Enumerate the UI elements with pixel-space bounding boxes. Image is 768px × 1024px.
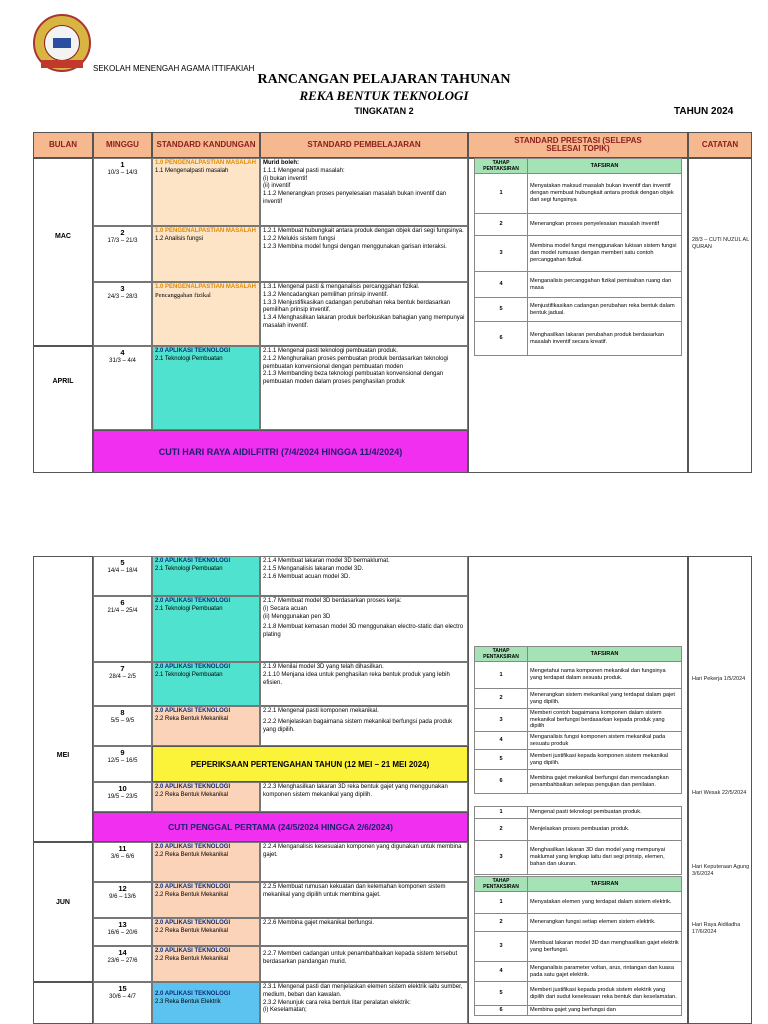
sp-line: (i) bukan inventif — [263, 175, 308, 182]
sp-line: 2.2.2 Menjelaskan bagaimana sistem mekanikal berfungsi pada produk yang dipilih. — [263, 718, 453, 733]
tp-description: Memberi contoh bagaimana komponen dalam sistem mekanikal berfungsi berdasarkan kepada produk yang dipilih — [528, 709, 682, 732]
header-bulan: BULAN — [33, 132, 93, 158]
tp-level: 1 — [475, 807, 528, 819]
sp-line: 2.1.7 Membuat model 3D berdasarkan proses kerja: — [263, 598, 402, 604]
tp-level: 2 — [475, 689, 528, 709]
standard-pembelajaran-cell — [260, 882, 468, 918]
standard-kandungan-cell — [152, 282, 260, 346]
catatan-note: Hari Wesak 22/5/2024 — [692, 790, 747, 796]
sp-line: 1.1.1 Mengenal pasti masalah: — [263, 167, 345, 174]
month-cell-next — [33, 982, 93, 1024]
sk-subtopic: 2.1 Teknologi Pembuatan — [155, 355, 223, 362]
tp-description: Menganalisis percanggahan fizikal pemisahan ruang dan masa — [528, 272, 682, 298]
week-number: 8 — [120, 708, 125, 717]
sp-line: 1.3.3 Menjustifikasikan cadangan perubahan reka bentuk berdasarkan pemilihan prinsip inventif. — [263, 299, 451, 314]
sk-subtopic: 2.2 Reka Bentuk Mekanikal — [155, 715, 229, 722]
catatan-note: Hari Raya Aidiladha 17/6/2024 — [692, 922, 741, 936]
tp-description: Menghasilkan lakaran 3D dan model yang mempunyai maklumat yang lengkap iaitu dari segi prinsip, elemen, bahan dan ukuran. — [528, 841, 682, 875]
week-dates: 3/6 – 6/6 — [110, 854, 135, 861]
sp-line: 2.1.9 Menilai model 3D yang telah dihasilkan. — [263, 664, 384, 670]
week-number: 5 — [120, 558, 125, 567]
tp-level: 4 — [475, 732, 528, 750]
tahap-pentaksiran-table-1 — [474, 158, 682, 356]
tp-description: Mengenal pasti teknologi pembuatan produk. — [528, 807, 682, 819]
week-number: 11 — [118, 844, 127, 853]
week-dates: 24/3 – 28/3 — [107, 294, 138, 301]
week-cell — [93, 556, 152, 596]
sk-topic: 2.0 APLIKASI TEKNOLOGI — [155, 664, 231, 670]
tp-description: Menjustifikasikan cadangan perubahan reka bentuk dalam bentuk jadual. — [528, 298, 682, 322]
week-cell — [93, 842, 152, 882]
week-dates: 5/5 – 9/5 — [110, 718, 135, 725]
standard-pembelajaran-cell — [260, 982, 468, 1024]
tp-description: Mengetahui nama komponen mekanikal dan fungsinya yang terdapat dalam sesuatu produk. — [528, 662, 682, 689]
week-cell — [93, 746, 152, 782]
tp-header-tahap: TAHAP PENTAKSIRAN — [475, 159, 528, 174]
sk-subtopic: 2.1 Teknologi Pembuatan — [155, 671, 223, 678]
sp-line: 2.1.1 Mengenal pasti teknologi pembuatan produk. — [263, 348, 398, 354]
tp-description: Membina gajet yang berfungsi dan — [528, 1006, 682, 1016]
standard-kandungan-cell — [152, 882, 260, 918]
tp-level: 2 — [475, 214, 528, 236]
month-cell-mei — [33, 556, 93, 842]
week-dates: 23/6 – 27/6 — [107, 958, 138, 965]
week-dates: 14/4 – 18/4 — [107, 568, 138, 575]
sk-subtopic: 2.2 Reka Bentuk Mekanikal — [155, 927, 229, 934]
standard-kandungan-cell — [152, 918, 260, 946]
standard-pembelajaran-cell — [260, 842, 468, 882]
logo-emblem — [44, 25, 80, 61]
week-number: 7 — [120, 664, 125, 673]
document-title: RANCANGAN PELAJARAN TAHUNAN — [257, 72, 511, 87]
sk-subtopic: 2.1 Teknologi Pembuatan — [155, 605, 223, 612]
week-cell — [93, 882, 152, 918]
logo-ribbon — [41, 60, 83, 68]
sp-line: 1.2.3 Membina model fungsi dengan menggunakan garisan interaksi. — [263, 243, 447, 250]
standard-kandungan-cell — [152, 158, 260, 226]
sk-topic: 2.0 APLIKASI TEKNOLOGI — [155, 991, 231, 997]
standard-pembelajaran-cell — [260, 706, 468, 746]
month-label-april: APRIL — [52, 378, 74, 385]
sk-subtopic: 1.1 Mengenalpasti masalah — [155, 167, 229, 174]
exam-banner: PEPERIKSAAN PERTENGAHAN TAHUN (12 MEI – 21 MEI 2024) — [152, 746, 468, 782]
tahap-pentaksiran-table-2 — [474, 646, 682, 794]
sk-subtopic: 1.2 Analisis fungsi — [155, 235, 204, 242]
sp-line: 2.3.2 Menunjuk cara reka bentuk litar peralatan elektrik: — [263, 999, 411, 1006]
header-standard-kandungan: STANDARD KANDUNGAN — [152, 132, 260, 158]
sk-subtopic: 2.3 Reka Bentuk Elektrik — [155, 998, 221, 1005]
sk-topic: 2.0 APLIKASI TEKNOLOGI — [155, 884, 231, 890]
sp-line: (ii) inventif — [263, 183, 291, 190]
week-number: 12 — [118, 884, 127, 893]
tp-level: 6 — [475, 770, 528, 794]
tp-level: 6 — [475, 1006, 528, 1016]
standard-kandungan-cell — [152, 226, 260, 282]
tahap-pentaksiran-table-4 — [474, 876, 682, 1016]
catatan-note: Hari Keputeraan Agung 3/6/2024 — [692, 864, 750, 878]
sp-line: 1.1.2 Menerangkan proses penyelesaian masalah bukan inventif dan inventif — [263, 191, 447, 205]
week-dates: 19/5 – 23/5 — [107, 794, 138, 801]
tp-description: Membina model fungsi menggunakan lukisan sistem fungsi dan model rumusan dengan memberi satu contoh percanggahan fizikal. — [528, 236, 682, 272]
sp-line: 2.2.4 Menganalisis kesesuaian komponen yang digunakan untuk membina gajet. — [263, 844, 462, 858]
tp-header-tahap: TAHAP PENTAKSIRAN — [475, 647, 528, 662]
sp-line: 2.2.1 Mengenal pasti komponen mekanikal. — [263, 708, 379, 714]
week-dates: 10/3 – 14/3 — [107, 170, 138, 177]
standard-pembelajaran-cell — [260, 946, 468, 982]
week-number: 13 — [118, 920, 127, 929]
week-cell — [93, 918, 152, 946]
sk-topic: 2.0 APLIKASI TEKNOLOGI — [155, 598, 231, 604]
tp-description: Membina gajet mekanikal berfungsi dan mencadangkan penambahbaikan selepas pengujian dan penilaian. — [528, 770, 682, 794]
tp-header-tafsiran: TAFSIRAN — [528, 159, 682, 174]
sp-line: Murid boleh: — [263, 160, 299, 166]
tp-description: Memberi justifikasi kepada komponen sistem mekanikal yang dipilih. — [528, 750, 682, 770]
sk-topic: 1.0 PENGENALPASTIAN MASALAH — [155, 160, 256, 166]
week-cell — [93, 346, 152, 430]
week-cell — [93, 662, 152, 706]
week-dates: 16/6 – 20/6 — [107, 930, 138, 937]
tp-level: 3 — [475, 841, 528, 875]
week-cell — [93, 596, 152, 662]
subject-title: REKA BENTUK TEKNOLOGI — [299, 88, 469, 103]
month-cell-mac — [33, 158, 93, 346]
sp-line: 2.1.6 Membuat acuan model 3D. — [263, 573, 351, 580]
week-number: 6 — [120, 598, 125, 607]
week-number: 14 — [118, 948, 127, 957]
tp-level: 6 — [475, 322, 528, 356]
sk-topic: 2.0 APLIKASI TEKNOLOGI — [155, 348, 231, 354]
sp-line: 1.3.2 Mencadangkan pemilihan prinsip inventif. — [263, 291, 389, 298]
tp-description: Menjelaskan proses pembuatan produk. — [528, 819, 682, 841]
month-cell-jun — [33, 842, 93, 982]
month-label-mei: MEI — [56, 752, 70, 759]
sp-line: 2.3.1 Mengenal pasti dan menjelaskan elemen sistem elektrik iaitu sumber, medium, beban dan kawalan. — [263, 984, 463, 998]
tp-description: Menganalisis parameter voltan, arus, rintangan dan kuasa pada satu gajet elektrik. — [528, 962, 682, 982]
month-label-mac: MAC — [55, 233, 71, 240]
standard-pembelajaran-cell — [260, 346, 468, 430]
sp-line: 1.3.4 Menghasilkan lakaran produk berfokuskan bahagian yang mempunyai masalah inventif. — [263, 315, 465, 329]
sk-subtopic: 2.1 Teknologi Pembuatan — [155, 565, 223, 572]
standard-kandungan-cell — [152, 596, 260, 662]
catatan-note: Hari Pekerja 1/5/2024 — [692, 676, 746, 682]
standard-pembelajaran-cell — [260, 596, 468, 662]
sp-line: (ii) Menggunakan pen 3D — [263, 613, 331, 620]
year-label: TAHUN 2024 — [674, 106, 734, 117]
tp-header-tafsiran: TAFSIRAN — [528, 877, 682, 892]
week-number: 3 — [120, 284, 125, 293]
tp-level: 3 — [475, 236, 528, 272]
standard-pembelajaran-cell — [260, 782, 468, 812]
header-minggu: MINGGU — [93, 132, 152, 158]
school-name: SEKOLAH MENENGAH AGAMA ITTIFAKIAH — [93, 64, 255, 73]
tp-level: 1 — [475, 174, 528, 214]
standard-kandungan-cell — [152, 556, 260, 596]
sp-line: 1.3.1 Mengenal pasti & menganalisis percanggahan fizikal. — [263, 284, 420, 290]
week-cell — [93, 946, 152, 982]
tp-level: 5 — [475, 750, 528, 770]
tp-level: 5 — [475, 982, 528, 1006]
standard-pembelajaran-cell — [260, 282, 468, 346]
sp-line: 2.1.2 Menghuraikan proses pembuatan produk berdasarkan teknologi pembuatan konvensional dengan pembuatan moden — [263, 355, 449, 370]
catatan-note: 28/3 – CUTI NUZUL AL QURAN — [692, 237, 750, 251]
standard-kandungan-cell — [152, 706, 260, 746]
tp-level: 1 — [475, 892, 528, 914]
standard-pembelajaran-cell — [260, 918, 468, 946]
tp-level: 2 — [475, 914, 528, 932]
catatan-column-1 — [688, 158, 752, 473]
holiday-banner-penggal: CUTI PENGGAL PERTAMA (24/5/2024 HINGGA 2/6/2024) — [93, 812, 468, 842]
standard-pembelajaran-cell — [260, 556, 468, 596]
sp-line: 2.1.8 Membuat kemasan model 3D menggunakan electro-static dan electro plating — [263, 624, 464, 639]
header-catatan: CATATAN — [688, 132, 752, 158]
week-number: 15 — [118, 984, 127, 993]
tp-description: Menerangkan proses penyelesaian masalah inventif — [528, 214, 682, 236]
week-dates: 28/4 – 2/5 — [109, 674, 136, 681]
sp-line: 1.2.2 Melukis sistem fungsi — [263, 235, 336, 242]
week-dates: 17/3 – 21/3 — [107, 238, 138, 245]
standard-kandungan-cell — [152, 662, 260, 706]
header-standard-prestasi: STANDARD PRESTASI (SELEPAS SELESAI TOPIK) — [468, 132, 688, 158]
standard-pembelajaran-cell — [260, 226, 468, 282]
tp-description: Menerangkan fungsi setiap elemen sistem elektrik. — [528, 914, 682, 932]
sk-topic: 1.0 PENGENALPASTIAN MASALAH — [155, 228, 256, 234]
sk-topic: 1.0 PENGENALPASTIAN MASALAH — [155, 284, 256, 290]
book-icon — [53, 38, 71, 48]
week-cell — [93, 706, 152, 746]
sp-line: 2.1.10 Menjana idea untuk penghasilan reka bentuk produk yang lebih efisien. — [263, 671, 450, 686]
sp-line: 2.2.6 Membina gajet mekanikal berfungsi. — [263, 920, 375, 926]
tp-description: Menerangkan sistem mekanikal yang terdapat dalam gajet yang dipilih. — [528, 689, 682, 709]
form-level: TINGKATAN 2 — [354, 106, 414, 116]
sk-subtopic: 2.2 Reka Bentuk Mekanikal — [155, 791, 229, 798]
school-logo — [33, 14, 91, 72]
tp-description: Menyatakan maksud masalah bukan inventif dan inventif dengan membuat hubungkait antara produk dengan objek dari segi fungsinya — [528, 174, 682, 214]
tp-level: 4 — [475, 272, 528, 298]
week-cell — [93, 158, 152, 226]
month-cell-april — [33, 346, 93, 473]
week-number: 1 — [120, 160, 125, 169]
week-dates: 31/3 – 4/4 — [109, 358, 136, 365]
tp-level: 4 — [475, 962, 528, 982]
standard-kandungan-cell — [152, 982, 260, 1024]
sk-subtopic: 2.2 Reka Bentuk Mekanikal — [155, 955, 229, 962]
tp-description: Menghasilkan lakaran perubahan produk berdasarkan masalah inventif secara kreatif. — [528, 322, 682, 356]
tp-header-tafsiran: TAFSIRAN — [528, 647, 682, 662]
week-number: 10 — [118, 784, 127, 793]
tp-description: Membuat lakaran model 3D dan menghasilkan gajet elektrik yang berfungsi. — [528, 932, 682, 962]
week-cell — [93, 226, 152, 282]
week-dates: 21/4 – 25/4 — [107, 608, 138, 615]
sp-line: 2.1.5 Menganalisis lakaran model 3D. — [263, 565, 364, 572]
sk-subtopic: 2.2 Reka Bentuk Mekanikal — [155, 891, 229, 898]
holiday-banner-raya: CUTI HARI RAYA AIDILFITRI (7/4/2024 HINGGA 11/4/2024) — [93, 430, 468, 473]
week-dates: 9/6 – 13/6 — [109, 894, 136, 901]
standard-pembelajaran-cell — [260, 158, 468, 226]
tahap-pentaksiran-table-3 — [474, 806, 682, 875]
sk-topic: 2.0 APLIKASI TEKNOLOGI — [155, 948, 231, 954]
tp-level: 2 — [475, 819, 528, 841]
week-number: 4 — [120, 348, 125, 357]
sk-subtopic: 2.2 Reka Bentuk Mekanikal — [155, 851, 229, 858]
sp-line: 2.1.4 Membuat lakaran model 3D bermaklumat. — [263, 558, 390, 564]
tp-description: Menyatakan elemen yang terdapat dalam sistem elektrik. — [528, 892, 682, 914]
sk-topic: 2.0 APLIKASI TEKNOLOGI — [155, 708, 231, 714]
sk-topic: 2.0 APLIKASI TEKNOLOGI — [155, 844, 231, 850]
sp-line: (i) Secara acuan — [263, 605, 308, 612]
week-dates: 12/5 – 16/5 — [107, 758, 138, 765]
sk-subtopic: Pencanggahan fizikal — [155, 291, 211, 299]
standard-pembelajaran-cell — [260, 662, 468, 706]
month-label-jun: JUN — [55, 899, 70, 906]
sp-line: 2.2.7 Memberi cadangan untuk penambahbaikan kepada sistem tersebut berdasarkan pandangan murid. — [263, 951, 458, 965]
standard-kandungan-cell — [152, 346, 260, 430]
tp-level: 3 — [475, 932, 528, 962]
sp-line: 2.1.3 Membanding beza teknologi pembuatan konvensional dengan pembuatan moden dalam proses penghasilan produk — [263, 371, 444, 386]
standard-kandungan-cell — [152, 946, 260, 982]
sp-line: 1.2.1 Membuat hubungkait antara produk dengan objek dari segi fungsinya. — [263, 228, 464, 234]
tp-level: 5 — [475, 298, 528, 322]
tp-level: 1 — [475, 662, 528, 689]
week-cell — [93, 982, 152, 1024]
sp-line: 2.2.5 Membuat rumusan kekuatan dan kelemahan komponen sistem mekanikal yang dipilih untuk membina gajet. — [263, 884, 446, 898]
week-dates: 30/6 – 4/7 — [109, 994, 136, 1001]
standard-kandungan-cell — [152, 782, 260, 812]
week-number: 9 — [120, 748, 125, 757]
header-standard-pembelajaran: STANDARD PEMBELAJARAN — [260, 132, 468, 158]
week-number: 2 — [120, 228, 125, 237]
tp-description: Menganalisis fungsi komponen sistem mekanikal pada sesuatu produk — [528, 732, 682, 750]
sp-line: 2.2.3 Menghasilkan lakaran 3D reka bentuk gajet yang menggunakan komponen sistem mekanikal yang dipilih. — [263, 784, 448, 798]
tp-header-tahap: TAHAP PENTAKSIRAN — [475, 877, 528, 892]
week-cell — [93, 782, 152, 812]
sk-topic: 2.0 APLIKASI TEKNOLOGI — [155, 920, 231, 926]
tp-level: 3 — [475, 709, 528, 732]
sk-topic: 2.0 APLIKASI TEKNOLOGI — [155, 558, 231, 564]
week-cell — [93, 282, 152, 346]
sp-line: (i) Keselamatan; — [263, 1007, 307, 1014]
tp-description: Memberi justifikasi kepada produk sistem elektrik yang dipilih dari sudut keselesaan reka bentuk dan keselamatan. — [528, 982, 682, 1006]
standard-kandungan-cell — [152, 842, 260, 882]
sk-topic: 2.0 APLIKASI TEKNOLOGI — [155, 784, 231, 790]
